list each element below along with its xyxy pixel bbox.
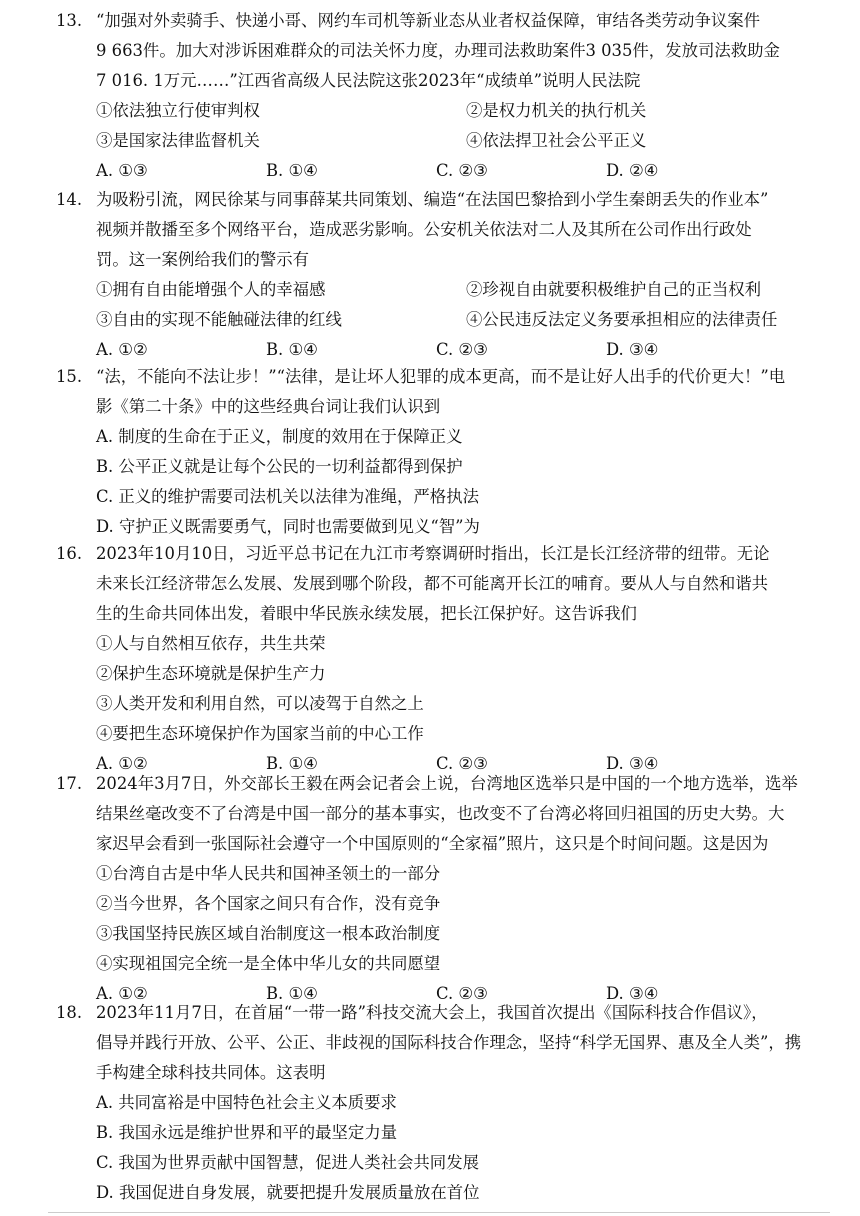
answer-choice-a: A. ①③	[96, 161, 148, 180]
statement-option: ③自由的实现不能触碰法律的红线	[96, 310, 342, 329]
stem-line: 未来长江经济带怎么发展、发展到哪个阶段，都不可能离开长江的哺育。要从人与自然和谐共	[96, 574, 769, 593]
answer-choice-d: D. 守护正义既需要勇气，同时也需要做到见义“智”为	[96, 517, 480, 536]
statement-option: ①台湾自古是中华人民共和国神圣领土的一部分	[96, 864, 441, 883]
stem-line: 2023年10月10日，习近平总书记在九江市考察调研时指出，长江是长江经济带的纽带。无论	[96, 544, 770, 563]
statement-option: ②保护生态环境就是保护生产力	[96, 664, 326, 683]
statement-option: ①拥有自由能增强个人的幸福感	[96, 280, 326, 299]
answer-choice-b: B. 公平正义就是让每个公民的一切利益都得到保护	[96, 457, 463, 476]
statement-option: ②珍视自由就要积极维护自己的正当权利	[466, 280, 762, 299]
question-number: 13.	[56, 11, 83, 30]
page-bottom-divider	[48, 1212, 830, 1213]
answer-choices	[96, 156, 846, 186]
stem-line: 2023年11月7日，在首届“一带一路”科技交流大会上，我国首次提出《国际科技合作倡议》，	[96, 1003, 768, 1022]
question-stem	[56, 185, 846, 275]
statement-option: ②是权力机关的执行机关	[466, 101, 647, 120]
answer-choice-d: D. 我国促进自身发展，就要把提升发展质量放在首位	[96, 1183, 480, 1202]
statement-option: ④公民违反法定义务要承担相应的法律责任	[466, 310, 778, 329]
statement-option: ②当今世界，各个国家之间只有合作，没有竞争	[96, 894, 441, 913]
question-number: 14.	[56, 190, 83, 209]
answer-choice-c: C. ②③	[436, 984, 488, 1003]
question-number: 17.	[56, 774, 83, 793]
statement-option: ③人类开发和利用自然，可以凌驾于自然之上	[96, 694, 424, 713]
stem-line: 手构建全球科技共同体。这表明	[96, 1063, 326, 1082]
statement-options	[96, 96, 846, 156]
answer-choices	[96, 335, 846, 365]
question-stem	[56, 6, 846, 96]
stem-line: 生的生命共同体出发，着眼中华民族永续发展，把长江保护好。这告诉我们	[96, 604, 637, 623]
question-stem	[56, 769, 846, 859]
answer-choice-a: A. 制度的生命在于正义，制度的效用在于保障正义	[96, 427, 463, 446]
answer-choice-b: B. ①④	[266, 161, 318, 180]
statement-option: ③我国坚持民族区域自治制度这一根本政治制度	[96, 924, 441, 943]
statement-options	[96, 629, 846, 749]
statement-option: ③是国家法律监督机关	[96, 131, 260, 150]
stem-line: 2024年3月7日，外交部长王毅在两会记者会上说，台湾地区选举只是中国的一个地方选举，选举	[96, 774, 798, 793]
answer-choice-d: D. ③④	[606, 984, 659, 1003]
answer-choice-c: C. ②③	[436, 340, 488, 359]
answer-choice-d: D. ②④	[606, 161, 659, 180]
question-stem	[56, 539, 846, 629]
statement-option: ④依法捍卫社会公平正义	[466, 131, 647, 150]
answer-choice-b: B. ①④	[266, 340, 318, 359]
stem-line: “加强对外卖骑手、快递小哥、网约车司机等新业态从业者权益保障，审结各类劳动争议案件	[96, 11, 761, 30]
answer-choice-b: B. 我国永远是维护世界和平的最坚定力量	[96, 1123, 398, 1142]
statement-options	[96, 275, 846, 335]
answer-choices	[96, 422, 846, 542]
stem-line: 结果丝毫改变不了台湾是中国一部分的基本事实，也改变不了台湾必将回归祖国的历史大势。大	[96, 804, 785, 823]
stem-line: 7 016. 1万元……”江西省高级人民法院这张2023年“成绩单”说明人民法院	[96, 71, 641, 90]
answer-choice-a: A. ①②	[96, 754, 148, 773]
answer-choice-c: C. ②③	[436, 754, 488, 773]
stem-line: 倡导并践行开放、公平、公正、非歧视的国际科技合作理念，坚持“科学无国界、惠及全人类”，携	[96, 1033, 802, 1052]
answer-choice-c: C. 正义的维护需要司法机关以法律为准绳，严格执法	[96, 487, 479, 506]
answer-choices	[96, 1088, 846, 1208]
question-15	[56, 362, 846, 542]
answer-choice-a: A. ①②	[96, 984, 148, 1003]
question-17	[56, 769, 846, 1009]
answer-choice-d: D. ③④	[606, 340, 659, 359]
question-14	[56, 185, 846, 365]
statement-option: ①依法独立行使审判权	[96, 101, 260, 120]
stem-line: 为吸粉引流，网民徐某与同事薛某共同策划、编造“在法国巴黎拾到小学生秦朗丢失的作业本”	[96, 190, 769, 209]
answer-choice-d: D. ③④	[606, 754, 659, 773]
question-stem	[56, 362, 846, 422]
statement-option: ④实现祖国完全统一是全体中华儿女的共同愿望	[96, 954, 441, 973]
answer-choice-a: A. 共同富裕是中国特色社会主义本质要求	[96, 1093, 397, 1112]
answer-choice-c: C. 我国为世界贡献中国智慧，促进人类社会共同发展	[96, 1153, 479, 1172]
statement-options	[96, 859, 846, 979]
stem-line: 视频并散播至多个网络平台，造成恶劣影响。公安机关依法对二人及其所在公司作出行政处	[96, 220, 752, 239]
stem-line: “法，不能向不法让步！”“法律，是让坏人犯罪的成本更高，而不是让好人出手的代价更大！”电	[96, 367, 786, 386]
stem-line: 家迟早会看到一张国际社会遵守一个中国原则的“全家福”照片，这只是个时间问题。这是因为	[96, 834, 769, 853]
question-18	[56, 998, 846, 1208]
answer-choice-b: B. ①④	[266, 984, 318, 1003]
statement-option: ①人与自然相互依存，共生共荣	[96, 634, 326, 653]
question-stem	[56, 998, 846, 1088]
answer-choice-c: C. ②③	[436, 161, 488, 180]
question-16	[56, 539, 846, 779]
answer-choice-a: A. ①②	[96, 340, 148, 359]
stem-line: 罚。这一案例给我们的警示有	[96, 250, 310, 269]
stem-line: 影《第二十条》中的这些经典台词让我们认识到	[96, 397, 441, 416]
question-number: 18.	[56, 1003, 83, 1022]
stem-line: 9 663件。加大对涉诉困难群众的司法关怀力度，办理司法救助案件3 035件，发放司法救助金	[96, 41, 780, 60]
question-13	[56, 6, 846, 186]
question-number: 15.	[56, 367, 83, 386]
statement-option: ④要把生态环境保护作为国家当前的中心工作	[96, 724, 424, 743]
question-number: 16.	[56, 544, 83, 563]
answer-choice-b: B. ①④	[266, 754, 318, 773]
